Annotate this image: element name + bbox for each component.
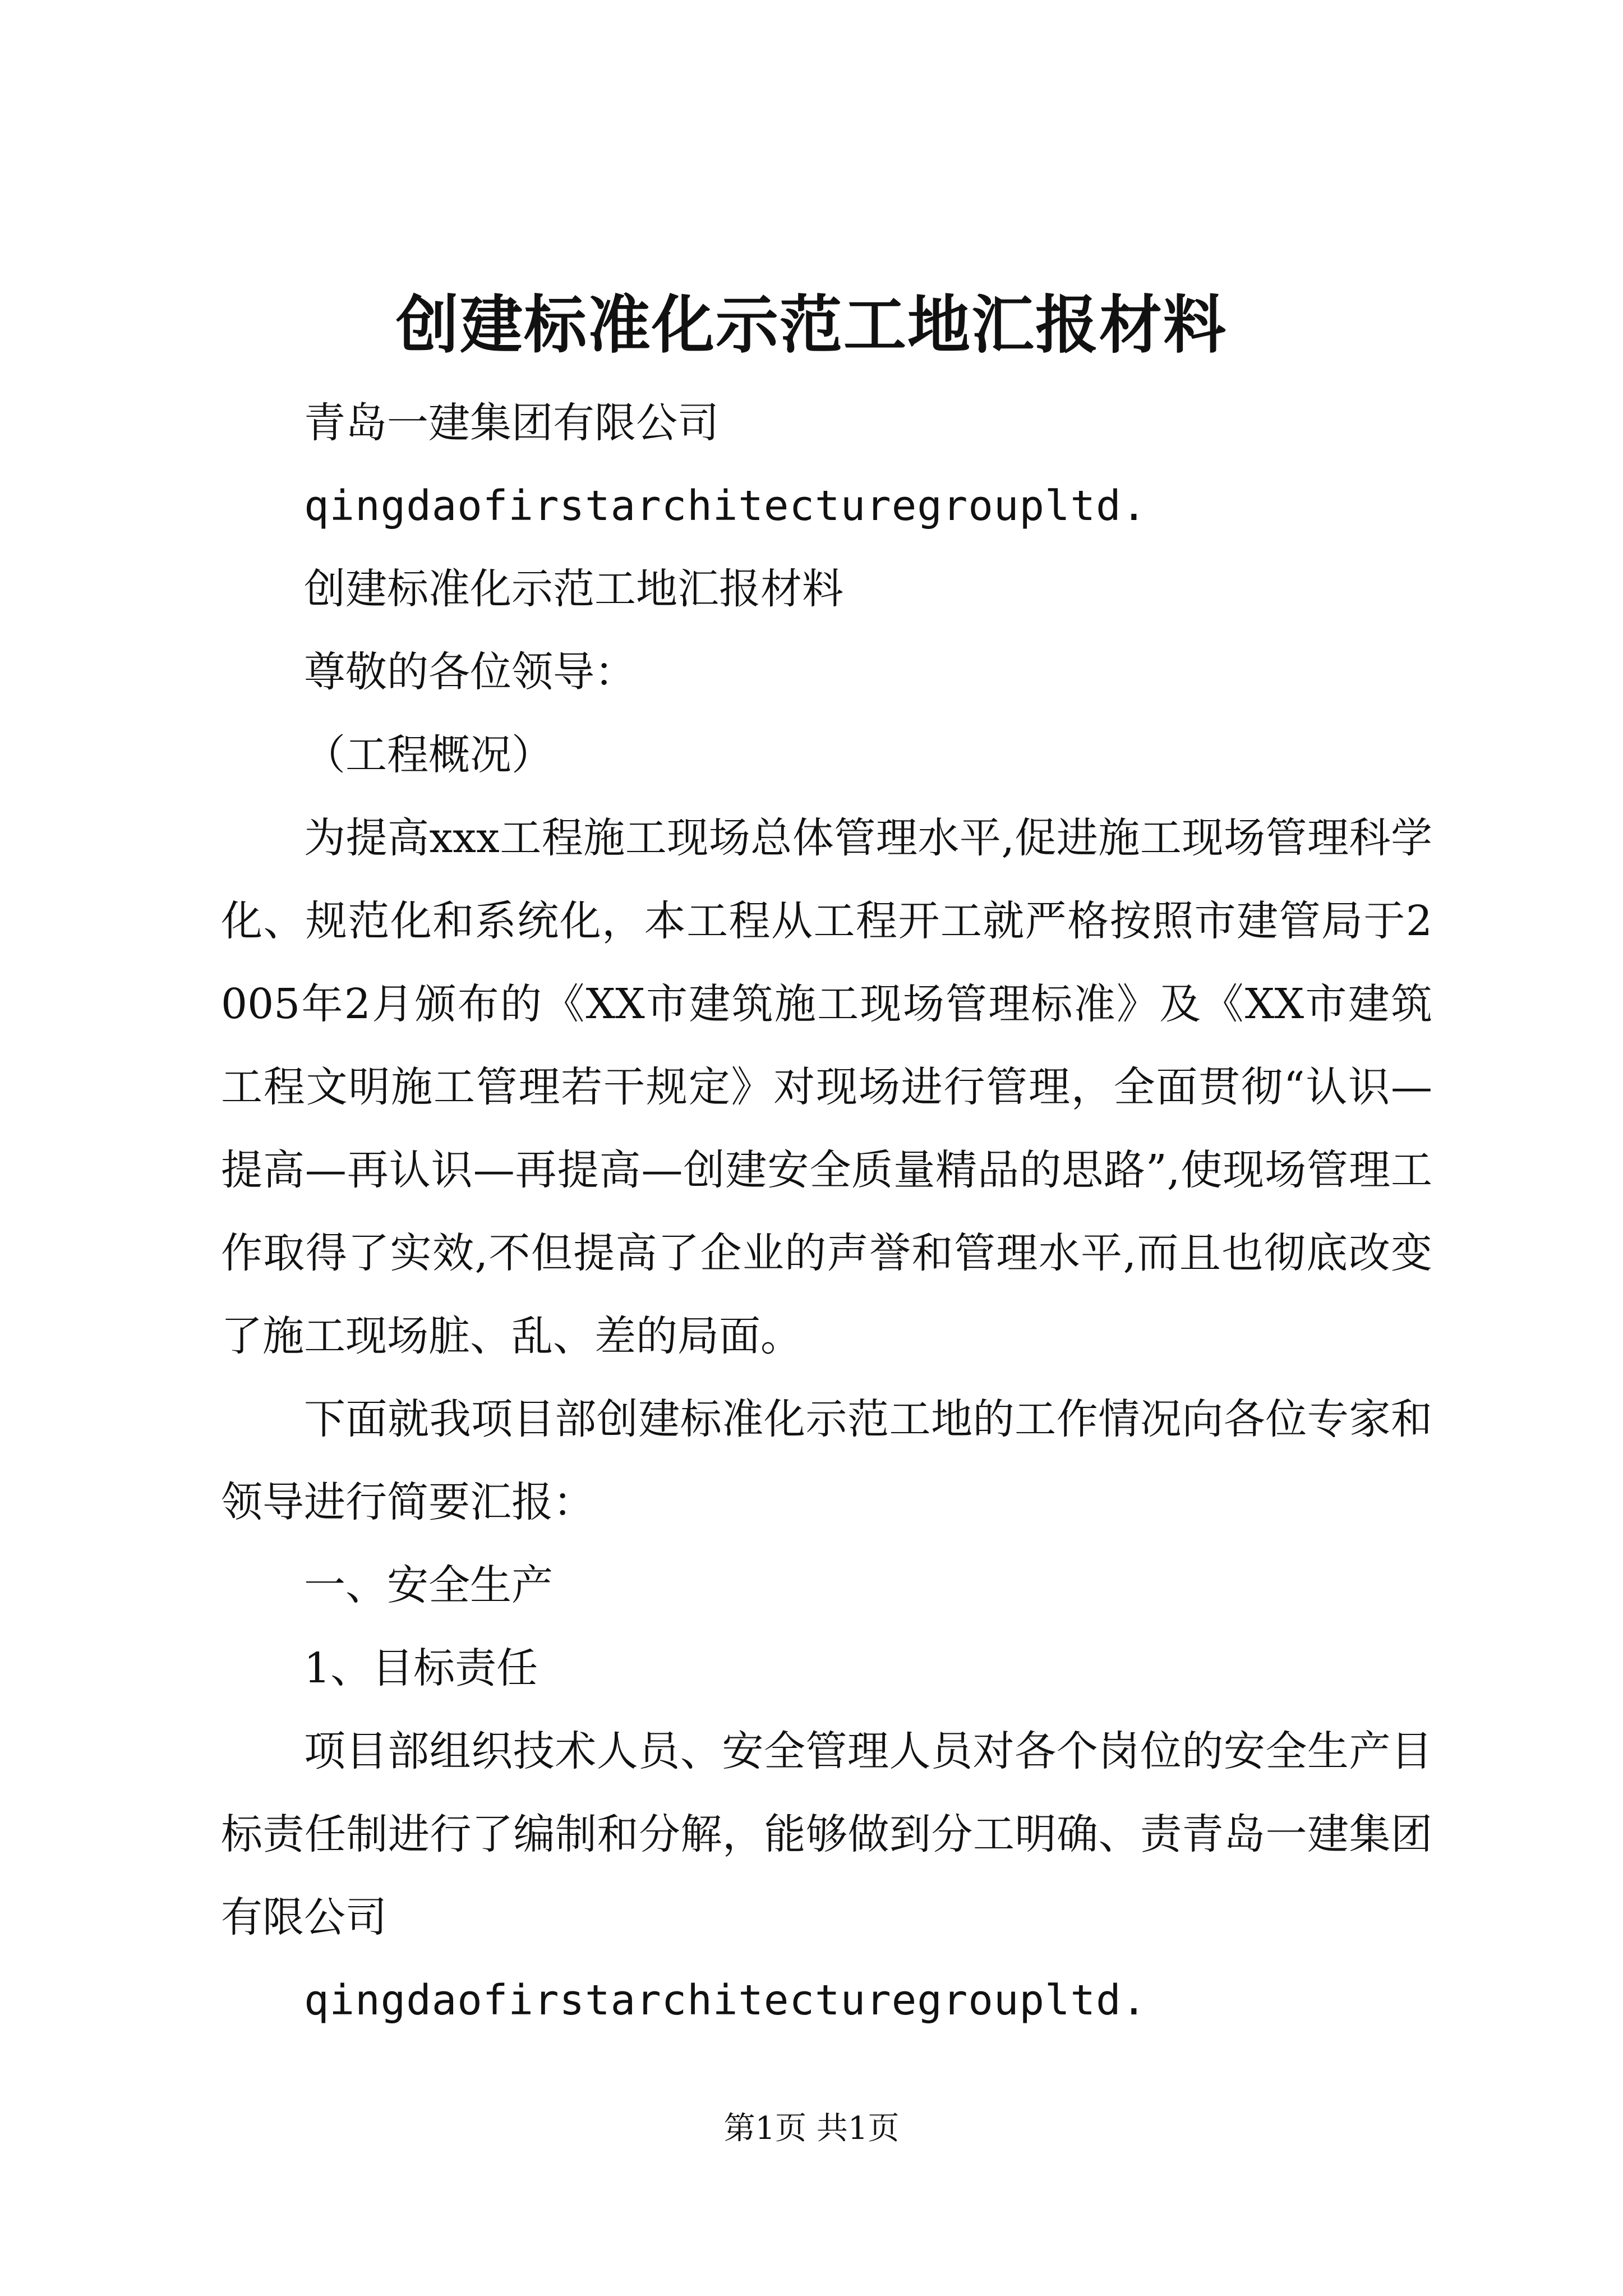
- document-title: 创建标准化示范工地汇报材料: [396, 288, 1227, 362]
- subsection-heading: 1、目标责任: [304, 1644, 538, 1692]
- project-overview-heading: （工程概况）: [304, 731, 553, 779]
- company-name: 青岛一建集团有限公司: [304, 399, 719, 447]
- page-footer: 第1页 共1页: [723, 2110, 900, 2147]
- company-name-english: qingdaofirstarchitecturegroupltd.: [304, 482, 1147, 530]
- company-name-english: qingdaofirstarchitecturegroupltd.: [304, 1976, 1147, 2024]
- section-heading: 一、安全生产: [304, 1561, 553, 1609]
- salutation: 尊敬的各位领导：: [304, 648, 636, 696]
- body-paragraph: 项目部组织技术人员、安全管理人员对各个岗位的安全生产目标责任制进行了编制和分解，能够做到分工明确、责青岛一建集团有限公司: [221, 1727, 1432, 1941]
- body-paragraph: 下面就我项目部创建标准化示范工地的工作情况向各位专家和领导进行简要汇报：: [221, 1395, 1432, 1526]
- body-paragraph: 为提高xxx工程施工现场总体管理水平,促进施工现场管理科学化、规范化和系统化，本工程从工程开工就严格按照市建管局于2005年2月颁布的《XX市建筑施工现场管理标准》及《XX市建筑工程文明施工管理若干规定》对现场进行管理，全面贯彻“认识—提高—再认识—再提高—创建安全质量精品的思路”,使现场管理工作取得了实效,不但提高了企业的声誉和管理水平,而且也彻底改变了施工现场脏、乱、差的局面。: [221, 814, 1432, 1360]
- report-subtitle: 创建标准化示范工地汇报材料: [304, 565, 843, 613]
- document-body: [221, 381, 1432, 2042]
